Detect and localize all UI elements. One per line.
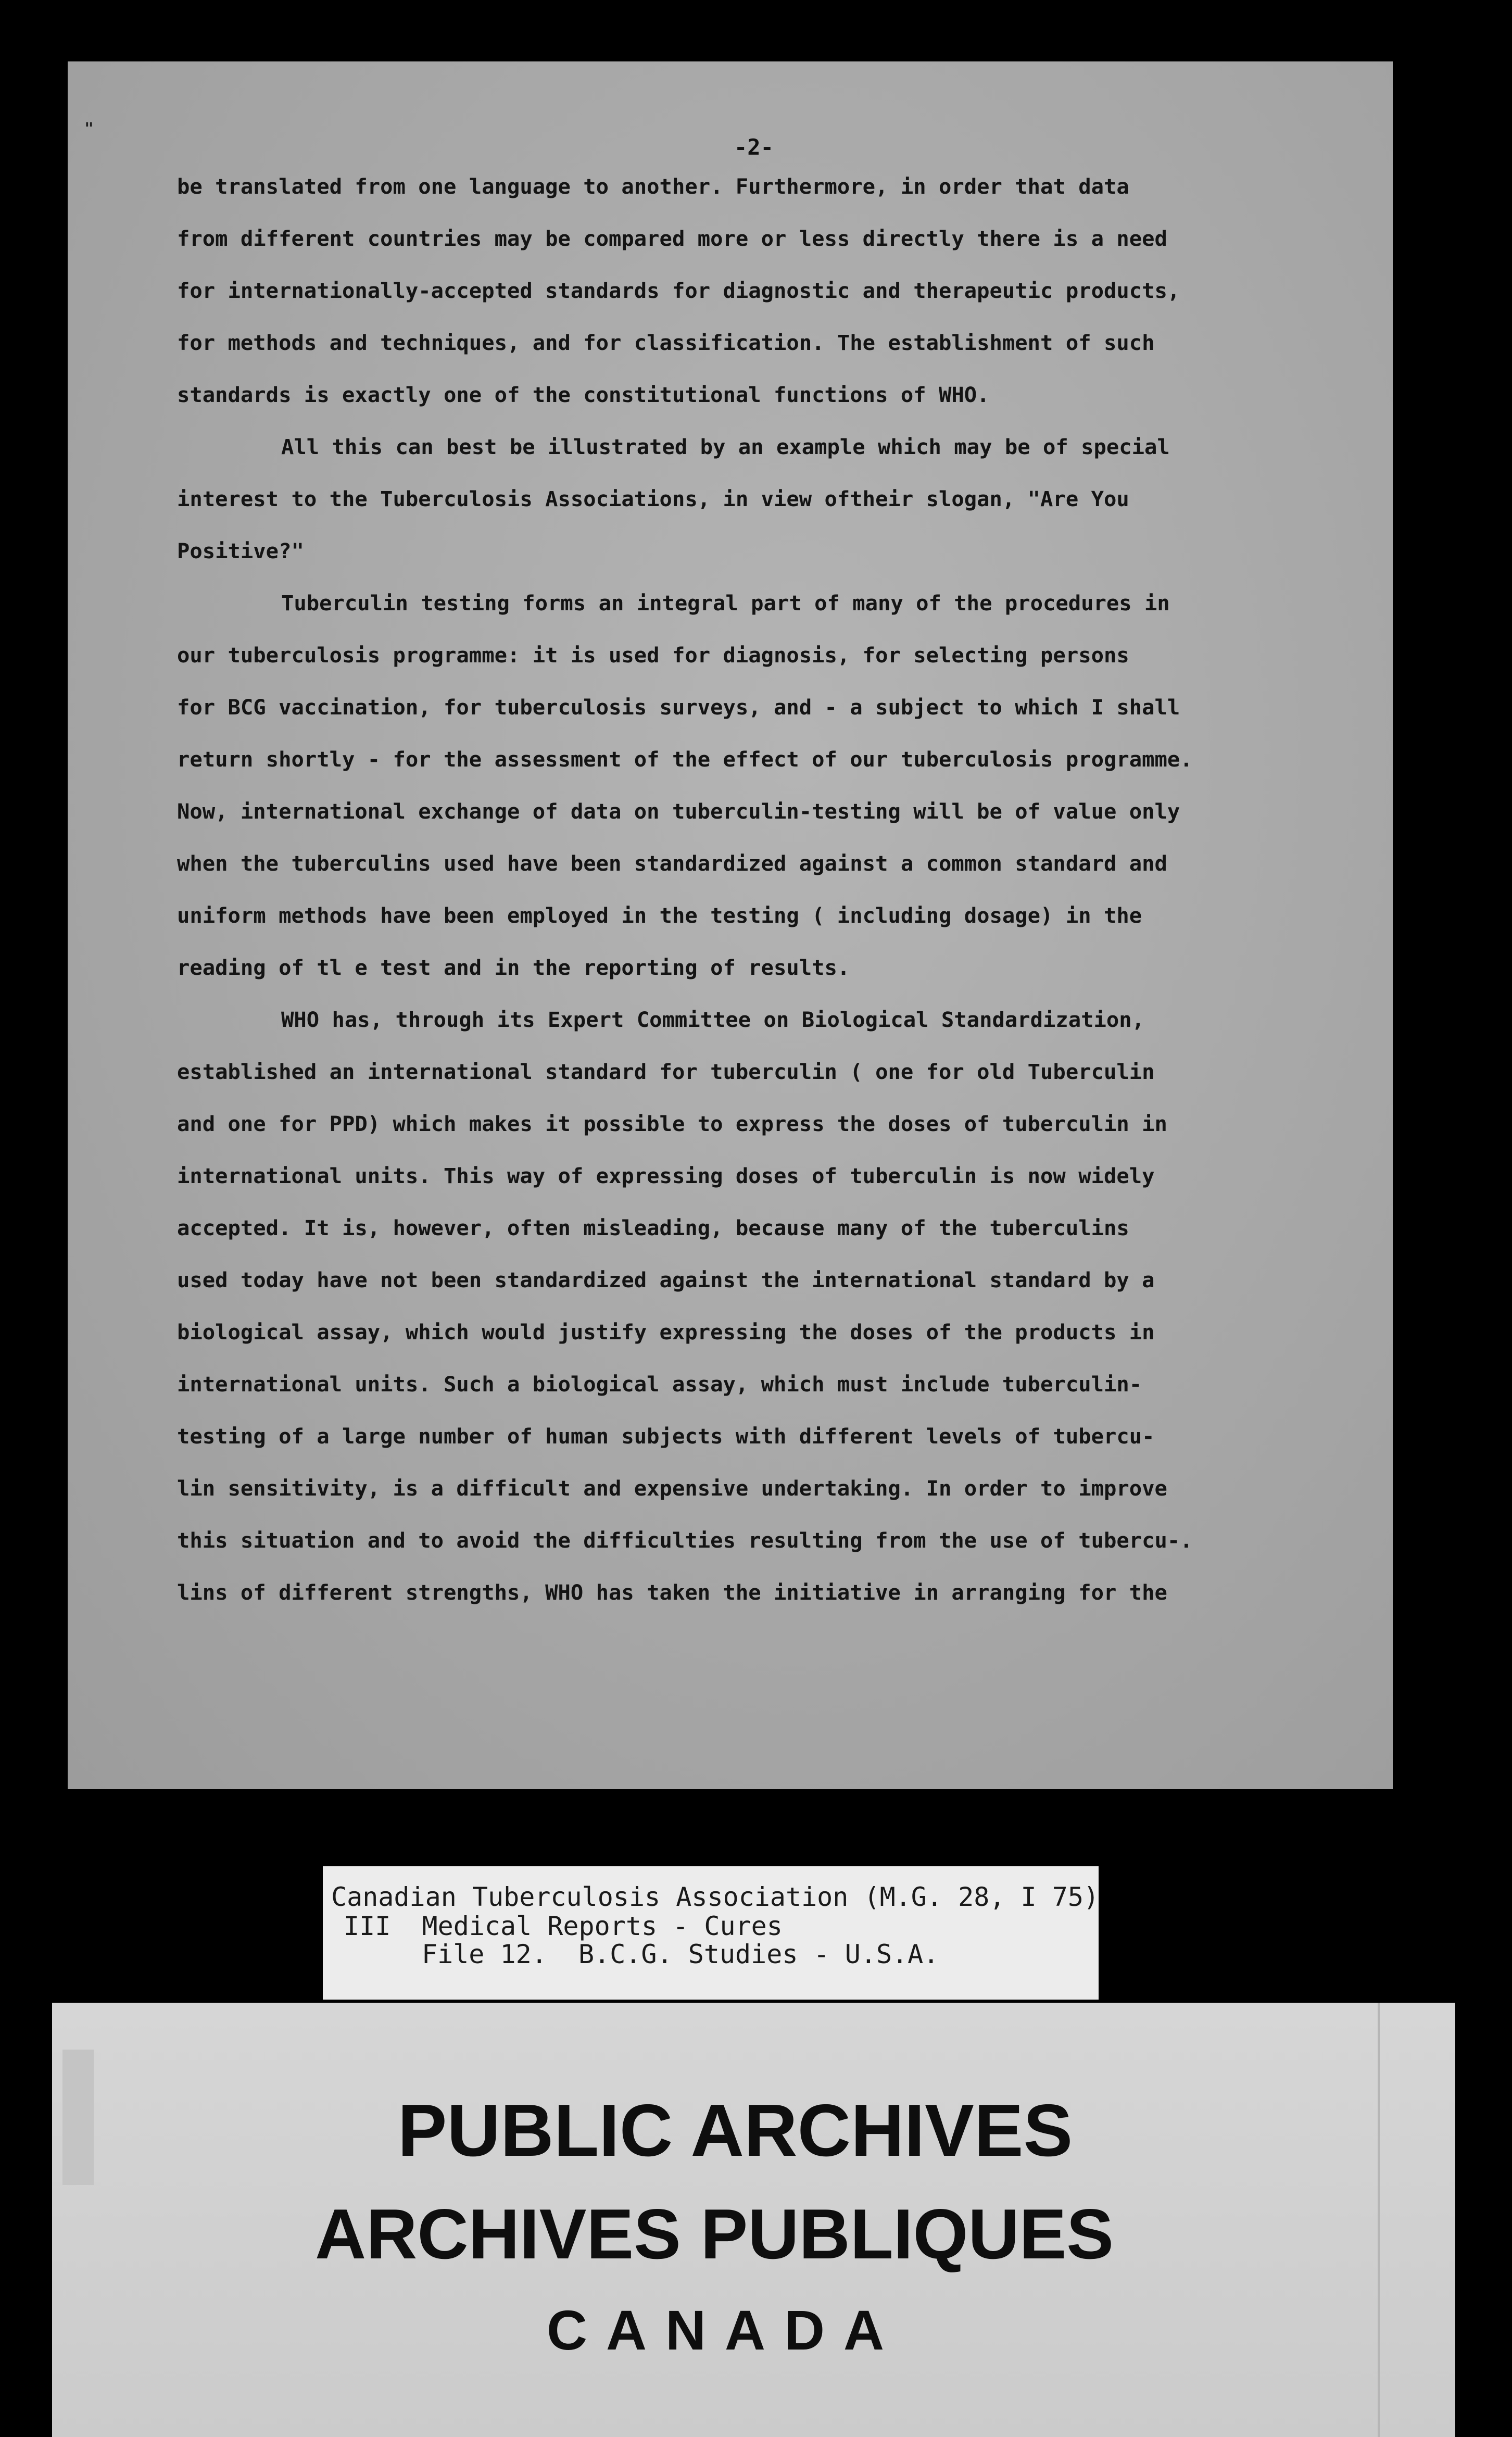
text-line: international units. Such a biological assay, which must include tuberculin-: [177, 1372, 1142, 1397]
text-line: be translated from one language to another. Furthermore, in order that data: [177, 174, 1129, 199]
archives-title-french: ARCHIVES PUBLIQUES: [315, 2194, 1114, 2273]
text-line: standards is exactly one of the constitutional functions of WHO.: [177, 382, 990, 407]
text-line: biological assay, which would justify expressing the doses of the products in: [177, 1320, 1155, 1345]
text-line: interest to the Tuberculosis Associations, in view oftheir slogan, "Are You: [177, 486, 1129, 511]
text-line: All this can best be illustrated by an example which may be of special: [281, 434, 1170, 459]
text-line: this situation and to avoid the difficulties resulting from the use of tubercu-.: [177, 1528, 1193, 1553]
corner-mark: ": [84, 120, 94, 138]
archives-country: CANADA: [547, 2298, 903, 2361]
label-file-line: File 12. B.C.G. Studies - U.S.A.: [422, 1939, 939, 1969]
text-line: for methods and techniques, and for classification. The establishment of such: [177, 330, 1155, 355]
text-line: Positive?": [177, 538, 304, 563]
text-line: lin sensitivity, is a difficult and expensive undertaking. In order to improve: [177, 1476, 1167, 1501]
label-collection-line: Canadian Tuberculosis Association (M.G. 28, I 75): [331, 1882, 1100, 1912]
text-line: lins of different strengths, WHO has taken the initiative in arranging for the: [177, 1580, 1167, 1605]
text-line: testing of a large number of human subjects with different levels of tubercu-: [177, 1424, 1155, 1449]
document-body: [177, 160, 1281, 1618]
text-line: return shortly - for the assessment of the effect of our tuberculosis programme.: [177, 747, 1193, 772]
label-series-line: III Medical Reports - Cures: [344, 1911, 783, 1941]
text-line: Now, international exchange of data on tuberculin-testing will be of value only: [177, 799, 1180, 824]
text-line: from different countries may be compared more or less directly there is a need: [177, 226, 1167, 251]
page-number: -2-: [734, 134, 774, 160]
archives-title-english: PUBLIC ARCHIVES: [397, 2089, 1073, 2172]
text-line: reading of tl e test and in the reporting of results.: [177, 955, 850, 980]
text-line: accepted. It is, however, often misleading, because many of the tuberculins: [177, 1215, 1129, 1240]
text-line: WHO has, through its Expert Committee on Biological Standardization,: [281, 1007, 1145, 1032]
text-line: used today have not been standardized against the international standard by a: [177, 1267, 1155, 1292]
text-line: international units. This way of expressing doses of tuberculin is now widely: [177, 1163, 1155, 1188]
text-line: for internationally-accepted standards for diagnostic and therapeutic products,: [177, 278, 1180, 303]
text-line: uniform methods have been employed in the testing ( including dosage) in the: [177, 903, 1142, 928]
text-line: and one for PPD) which makes it possible to express the doses of tuberculin in: [177, 1111, 1167, 1136]
text-line: Tuberculin testing forms an integral part of many of the procedures in: [281, 591, 1170, 615]
archive-label-card: [323, 1866, 1099, 2000]
text-line: our tuberculosis programme: it is used for diagnosis, for selecting persons: [177, 643, 1129, 668]
text-line: established an international standard for tuberculin ( one for old Tuberculin: [177, 1059, 1155, 1084]
text-line: when the tuberculins used have been standardized against a common standard and: [177, 851, 1167, 876]
text-line: for BCG vaccination, for tuberculosis surveys, and - a subject to which I shall: [177, 695, 1180, 720]
